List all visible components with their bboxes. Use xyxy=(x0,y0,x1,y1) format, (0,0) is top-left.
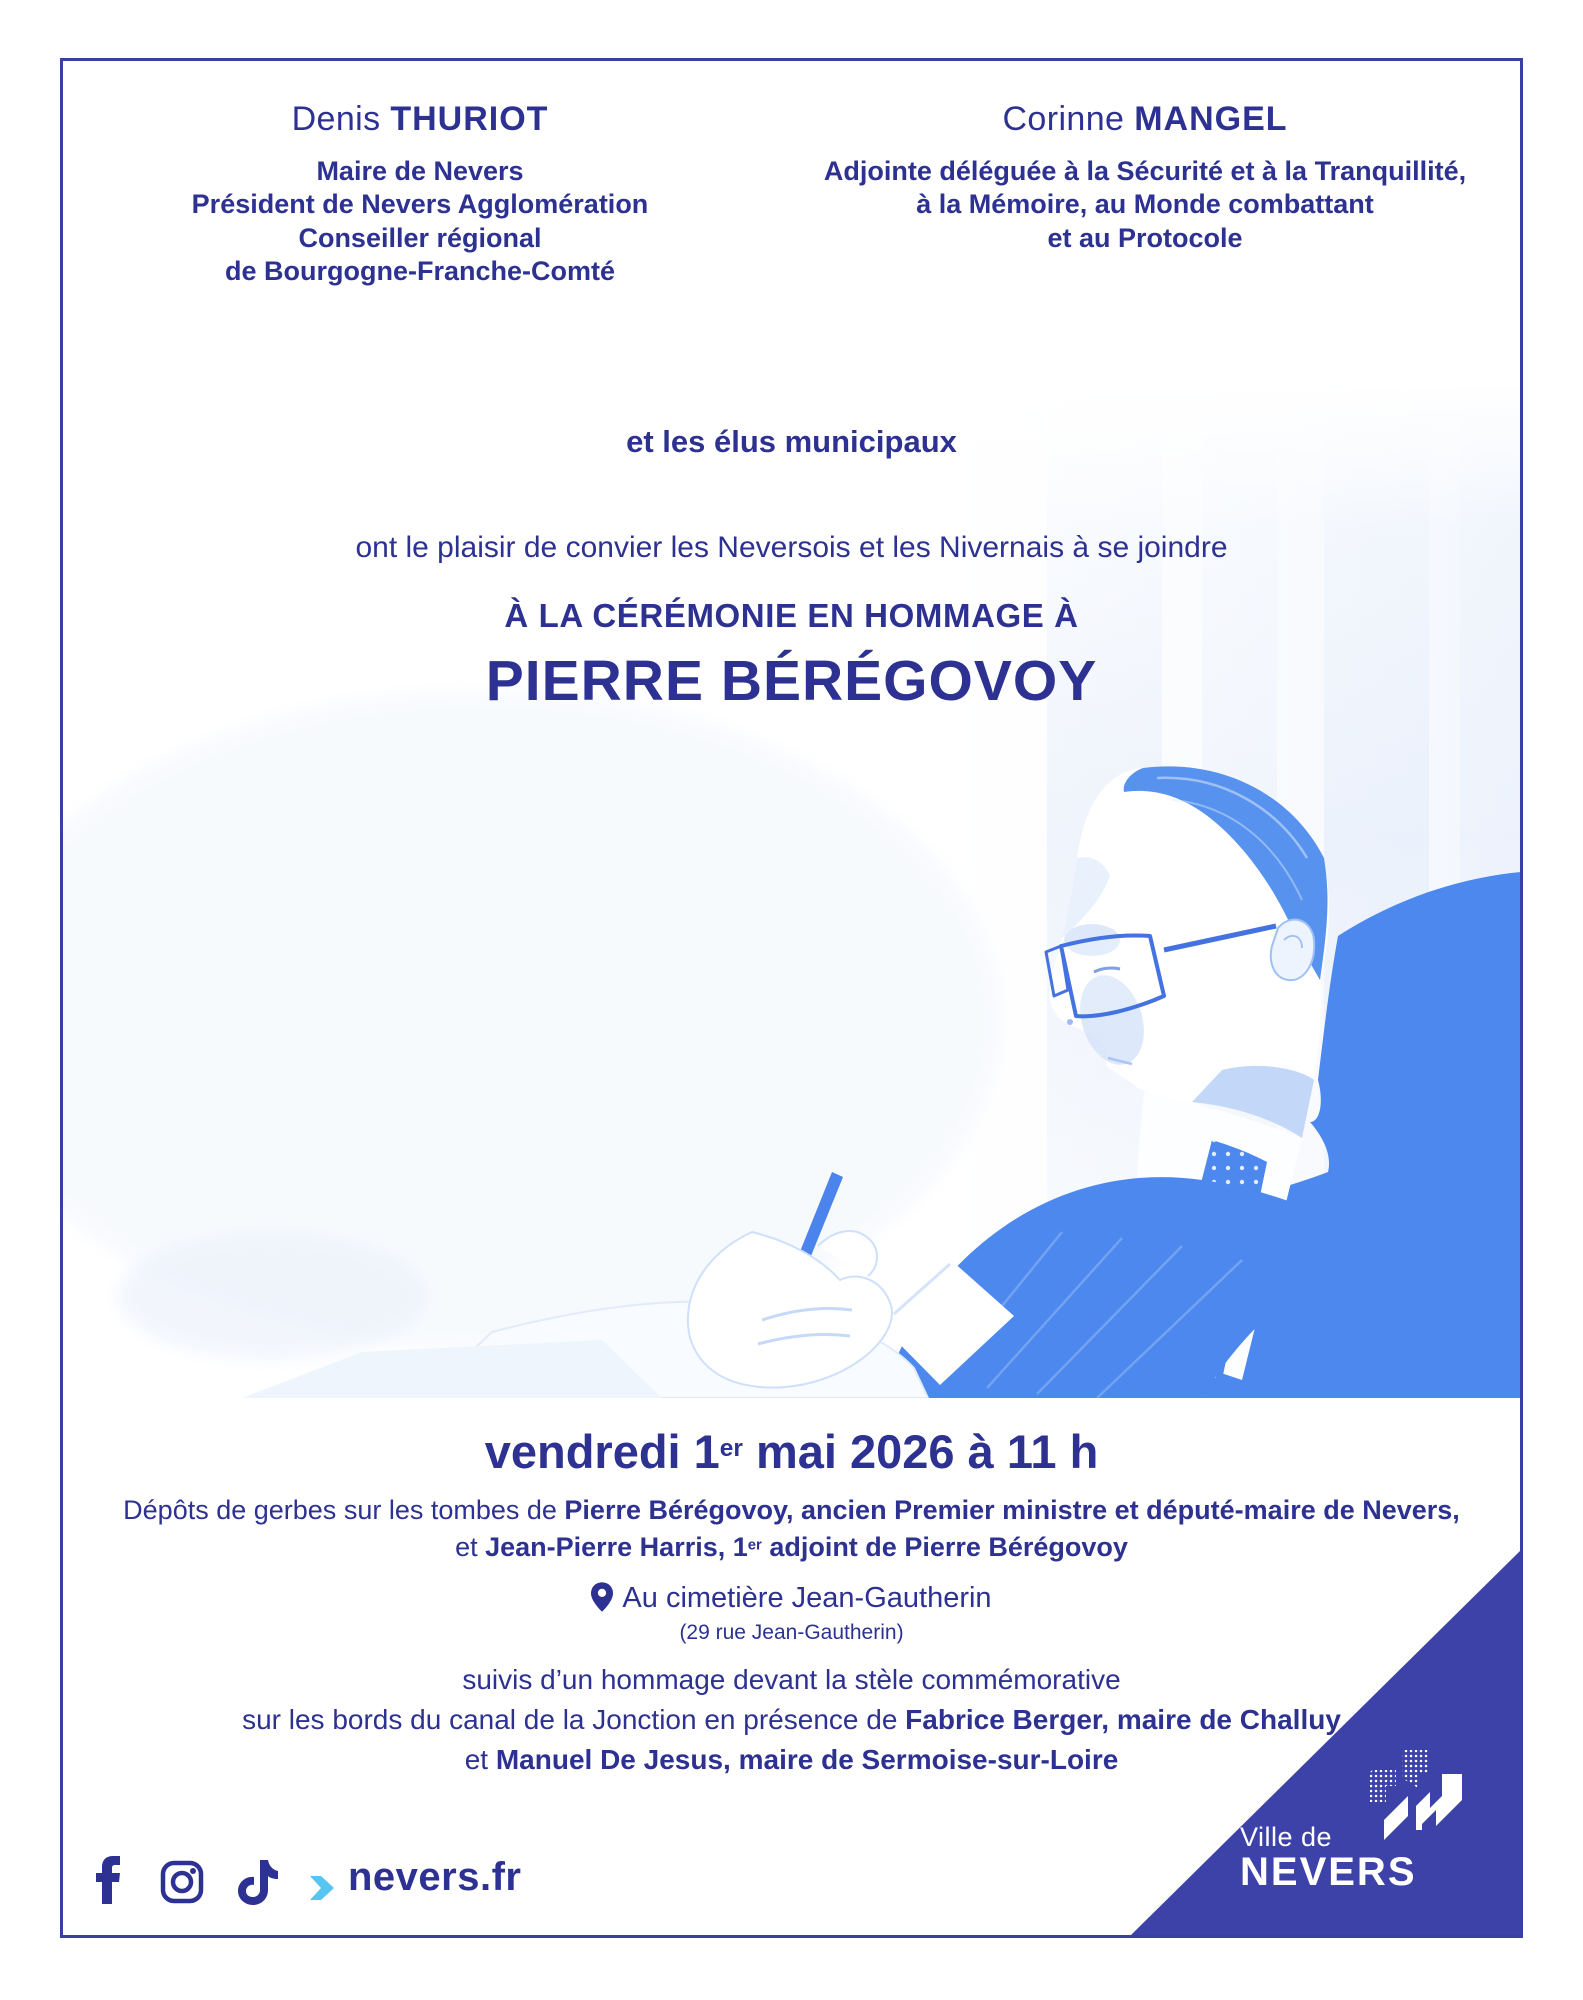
event-date-pre: vendredi 1 xyxy=(484,1425,720,1478)
wreaths-line1-bold: Pierre Bérégovoy, ancien Premier ministre et député-maire de Nevers, xyxy=(564,1495,1460,1525)
facebook-icon[interactable] xyxy=(92,1856,122,1909)
stele-line-1: suivis d’un hommage devant la stèle commémorative xyxy=(462,1664,1121,1695)
official-right-lastname: MANGEL xyxy=(1134,100,1288,138)
official-left-title: Maire de Nevers xyxy=(316,156,524,186)
official-left-titles xyxy=(70,155,770,289)
location-address: (29 rue Jean-Gautherin) xyxy=(679,1621,904,1644)
wreaths-line-1 xyxy=(60,1492,1523,1529)
line-elus-municipaux: et les élus municipaux xyxy=(626,424,957,459)
event-date-rest: mai 2026 à 11 h xyxy=(742,1425,1099,1478)
official-right-firstname: Corinne xyxy=(1002,100,1135,138)
tiktok-icon[interactable] xyxy=(236,1858,278,1911)
official-left-firstname: Denis xyxy=(291,100,391,138)
map-pin-icon xyxy=(591,1582,613,1612)
official-left-title: de Bourgogne-Franche-Comté xyxy=(224,256,615,287)
instagram-icon[interactable] xyxy=(160,1860,204,1909)
title-pierre-beregovoy: PIERRE BÉRÉGOVOY xyxy=(485,649,1098,713)
wreaths-line2-normal: et xyxy=(455,1532,486,1563)
logo-nevers-label: NEVERS xyxy=(1240,1850,1417,1894)
stele-line-2 xyxy=(60,1700,1523,1740)
line-ceremonie: À LA CÉRÉMONIE EN HOMMAGE À xyxy=(504,597,1079,634)
location-line xyxy=(0,1582,1583,1615)
wreaths-line-2 xyxy=(60,1529,1523,1566)
official-right-title: Adjointe déléguée à la Sécurité et à la Tranquillité, xyxy=(823,156,1467,186)
official-left-title: Conseiller régional xyxy=(298,222,542,253)
official-left-lastname: THURIOT xyxy=(390,100,549,138)
official-left xyxy=(70,100,770,289)
stele-line2-bold: Fabrice Berger, maire de Challuy xyxy=(905,1703,1341,1735)
stele-line2-normal: sur les bords du canal de la Jonction en présence de xyxy=(242,1703,906,1735)
wreaths-line1-normal: Dépôts de gerbes sur les tombes de xyxy=(123,1495,565,1525)
stele-paragraph xyxy=(60,1660,1523,1779)
official-left-name xyxy=(70,100,770,139)
wreaths-line2-ordinal: er xyxy=(747,1537,762,1554)
wreaths-line2-bold-a: Jean-Pierre Harris, 1 xyxy=(485,1532,748,1563)
official-right-titles xyxy=(795,155,1495,255)
official-right xyxy=(795,100,1495,255)
event-date xyxy=(0,1424,1583,1479)
chevron-right-icon xyxy=(308,1874,336,1907)
stele-line3-bold: Manuel De Jesus, maire de Sermoise-sur-Loire xyxy=(495,1743,1119,1775)
stele-line3-normal: et xyxy=(464,1743,496,1775)
wreaths-line2-bold-b: adjoint de Pierre Bérégovoy xyxy=(761,1532,1128,1563)
official-left-title: Président de Nevers Agglomération xyxy=(191,189,649,220)
wreaths-paragraph xyxy=(60,1492,1523,1567)
website-link[interactable]: nevers.fr xyxy=(348,1855,522,1899)
location-name: Au cimetière Jean-Gautherin xyxy=(622,1582,992,1614)
line-invitation: ont le plaisir de convier les Neversois et les Nivernais à se joindre xyxy=(355,531,1228,564)
official-right-title: et au Protocole xyxy=(1047,222,1243,253)
logo-ville-de-label: Ville de xyxy=(1240,1822,1333,1852)
event-date-ordinal: er xyxy=(719,1434,743,1462)
official-right-name xyxy=(795,100,1495,139)
official-right-title: à la Mémoire, au Monde combattant xyxy=(916,189,1374,220)
